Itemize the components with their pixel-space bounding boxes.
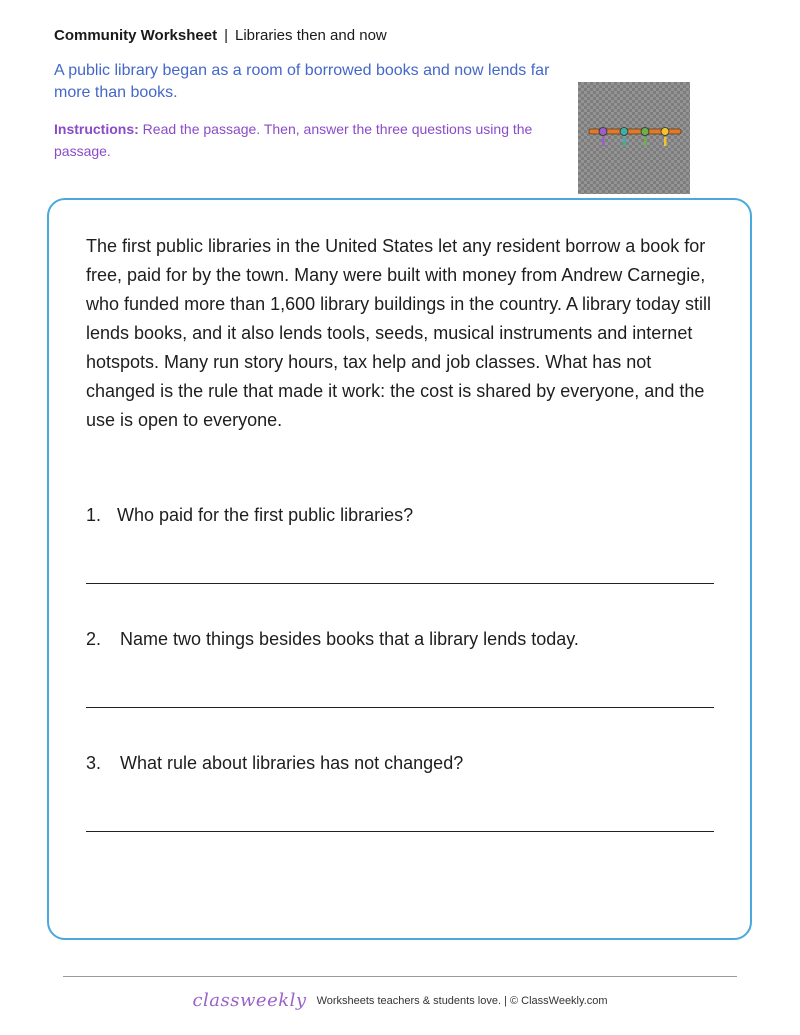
- question-1: [86, 505, 413, 526]
- question-text: Name two things besides books that a library lends today.: [120, 629, 579, 649]
- timeline-dot-2: [620, 128, 628, 136]
- timeline-tick-1: [602, 137, 605, 146]
- worksheet-subtitle: A public library began as a room of borrowed books and now lends far more than books.: [54, 62, 550, 101]
- question-number: 3.: [86, 753, 102, 773]
- question-text: Who paid for the first public libraries?: [117, 505, 414, 525]
- instructions: [54, 118, 574, 162]
- timeline-thumbnail-image: [578, 82, 690, 194]
- worksheet-topic: Libraries then and now: [235, 27, 387, 44]
- footer: [0, 990, 800, 1011]
- question-number: 2.: [86, 629, 102, 649]
- footer-tagline: Worksheets teachers & students love. | © ClassWeekly.com: [316, 994, 608, 1007]
- timeline-tick-4: [664, 137, 667, 146]
- timeline-tick-3: [644, 137, 647, 146]
- timeline-dot-3: [641, 128, 649, 136]
- timeline-tick-2: [623, 137, 626, 146]
- header-separator: |: [224, 27, 228, 44]
- footer-divider: [63, 976, 737, 977]
- question-2: [86, 629, 579, 650]
- timeline-icon: [578, 82, 690, 194]
- answer-line-2[interactable]: [86, 707, 714, 708]
- timeline-dot-4: [661, 128, 669, 136]
- question-3: [86, 753, 463, 774]
- instructions-text: Read the passage. Then, answer the three questions using the passage.: [54, 121, 533, 159]
- worksheet-header: [54, 27, 387, 44]
- answer-line-3[interactable]: [86, 831, 714, 832]
- question-text: What rule about libraries has not changed?: [120, 753, 464, 773]
- brand-logo: classweekly: [192, 990, 307, 1011]
- worksheet-title: Community Worksheet: [54, 27, 218, 44]
- reading-passage: The first public libraries in the United States let any resident borrow a book for free, paid for by the town. Many were built with money from Andrew Carnegie, who funded more than 1,600 library buildings in the country. A library today still lends books, and it also lends tools, seeds, musical instruments and internet hotspots. Many run story hours, tax help and job classes. What has not changed is the rule that made it work: the cost is shared by everyone, and the use is open to everyone.: [86, 236, 712, 430]
- answer-line-1[interactable]: [86, 583, 714, 584]
- question-number: 1.: [86, 505, 102, 525]
- timeline-dot-1: [599, 128, 607, 136]
- instructions-label: Instructions:: [54, 121, 139, 137]
